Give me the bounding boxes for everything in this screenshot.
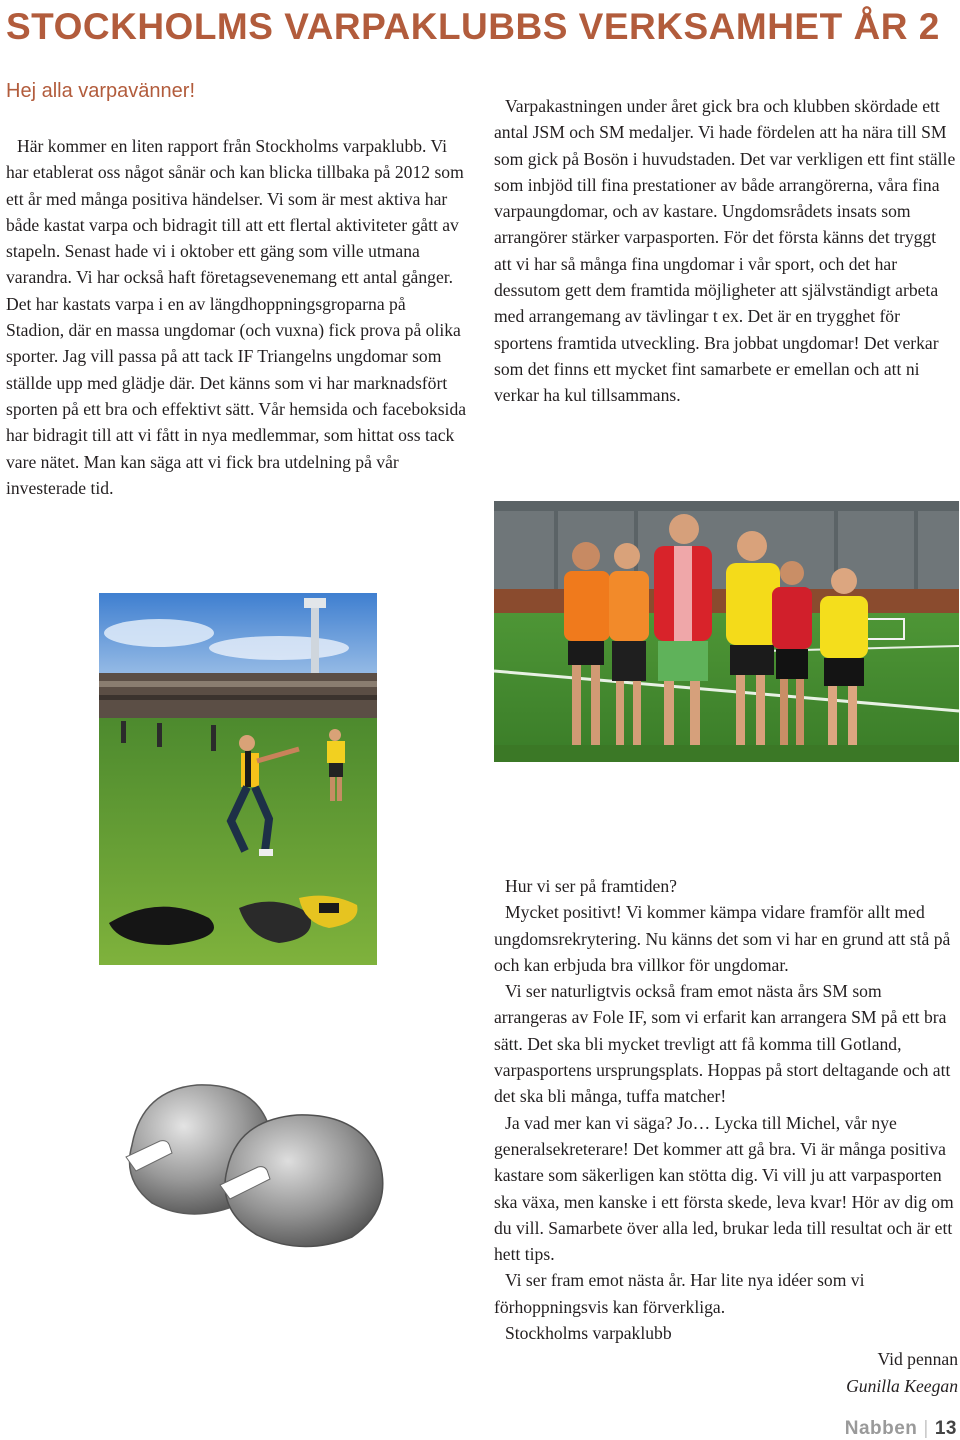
- signature-name: Gunilla Keegan: [846, 1375, 958, 1396]
- right-top-paragraph: Varpakastningen under året gick bra och klubben skördade ett antal JSM och SM medaljer. Vi hade fördelen att ha nära till SM som gick på Bosön i huvudstaden. Det var verkligen ett fint ställe som inbjöd till fina prestationer av både arrangörerna, våra fina varpaungdomar, och av kastare. Ungdomsrådets insats som arrangörer stärker varpasporten. För det första känns det tryggt att vi har så många fina ungdomar i vår sport, och det har dessutom gett dem framtida möjligheter att självständigt arbeta med arrangemang av tävlingar t ex. Det är en trygghet för sportens framtida utveckling. Bra jobbat ungdomar! Det verkar som det finns ett mycket fint samarbete er emellan och att ni verkar ha kul tillsammans.: [494, 96, 956, 406]
- club-signoff: Stockholms varpaklubb: [505, 1323, 672, 1344]
- varpa-pucks-illustration: [112, 1075, 412, 1255]
- future-paragraph-3: Ja vad mer kan vi säga? Jo… Lycka till Michel, vår nye generalsekreterare! Det kommer att gå bra. Vi är många positiva kastare som säkerligen kan stötta dig. Vi vill ju att varpasporten ska växa, men kanske i ett första skede, leva kvar! Hör av dig om du vill. Samarbete över alla led, brukar leda till resultat och är ett hett tips.: [494, 1112, 954, 1265]
- signature-line: Vid pennan: [877, 1349, 958, 1370]
- future-paragraph-1: Mycket positivt! Vi kommer kämpa vidare framför allt med ungdomsrekrytering. Nu känns det som vi har en grund att stå på och kan erbjuda bra villkor för ungdomar.: [494, 902, 951, 975]
- page-footer: [845, 1418, 957, 1440]
- greeting: Hej alla varpavänner!: [6, 80, 195, 102]
- youth-team-photo: [494, 501, 959, 762]
- right-column-top: [494, 93, 958, 409]
- future-paragraph-2: Vi ser naturligtvis också fram emot nästa års SM som arrangeras av Fole IF, som vi erfarit kan arrangera SM på ett bra sätt. Det ska bli mycket trevligt att få komma till Gotland, varpasportens ursprungsplats. Hoppas på stort deltagande och att det ska bli många, tuffa matcher!: [494, 981, 951, 1107]
- magazine-name: Nabben: [844, 1418, 918, 1439]
- left-column-paragraph: Här kommer en liten rapport från Stockholms varpaklubb. Vi har etablerat oss något sånär och kan blicka tillbaka på 2012 som ett år med många positiva händelser. Vi som är mest aktiva har både kastat varpa och bidragit till att ett flertal aktiviteter gått av stapeln. Senast hade vi i oktober ett gäng som ville utmana varandra. Vi har också haft företagsevenemang ett antal gånger. Det har kastats varpa i en av längdhoppningsgroparna på Stadion, där en massa ungdomar (och vuxna) fick prova på olika sporter. Jag vill passa på att tack IF Triangelns ungdomar som ställde upp med glädje där. Det känns som vi har marknadsfört sporten på ett bra och effektivt sätt. Vår hemsida och faceboksida har bidragit till att vi fått in nya medlemmar, som hittat oss tack vare nätet. Man kan säga att vi fick bra utdelning på vår investerade tid.: [6, 136, 467, 498]
- future-question: Hur vi ser på framtiden?: [505, 876, 677, 896]
- footer-separator: |: [923, 1418, 929, 1439]
- page-headline: STOCKHOLMS VARPAKLUBBS VERKSAMHET ÅR 2: [6, 6, 940, 47]
- page-number: 13: [934, 1418, 957, 1439]
- left-column: [6, 133, 468, 501]
- future-paragraph-4: Vi ser fram emot nästa år. Har lite nya idéer som vi förhoppningsvis kan förverkliga.: [494, 1270, 865, 1317]
- varpa-throw-photo: [99, 593, 377, 965]
- right-column-bottom: [494, 873, 958, 1399]
